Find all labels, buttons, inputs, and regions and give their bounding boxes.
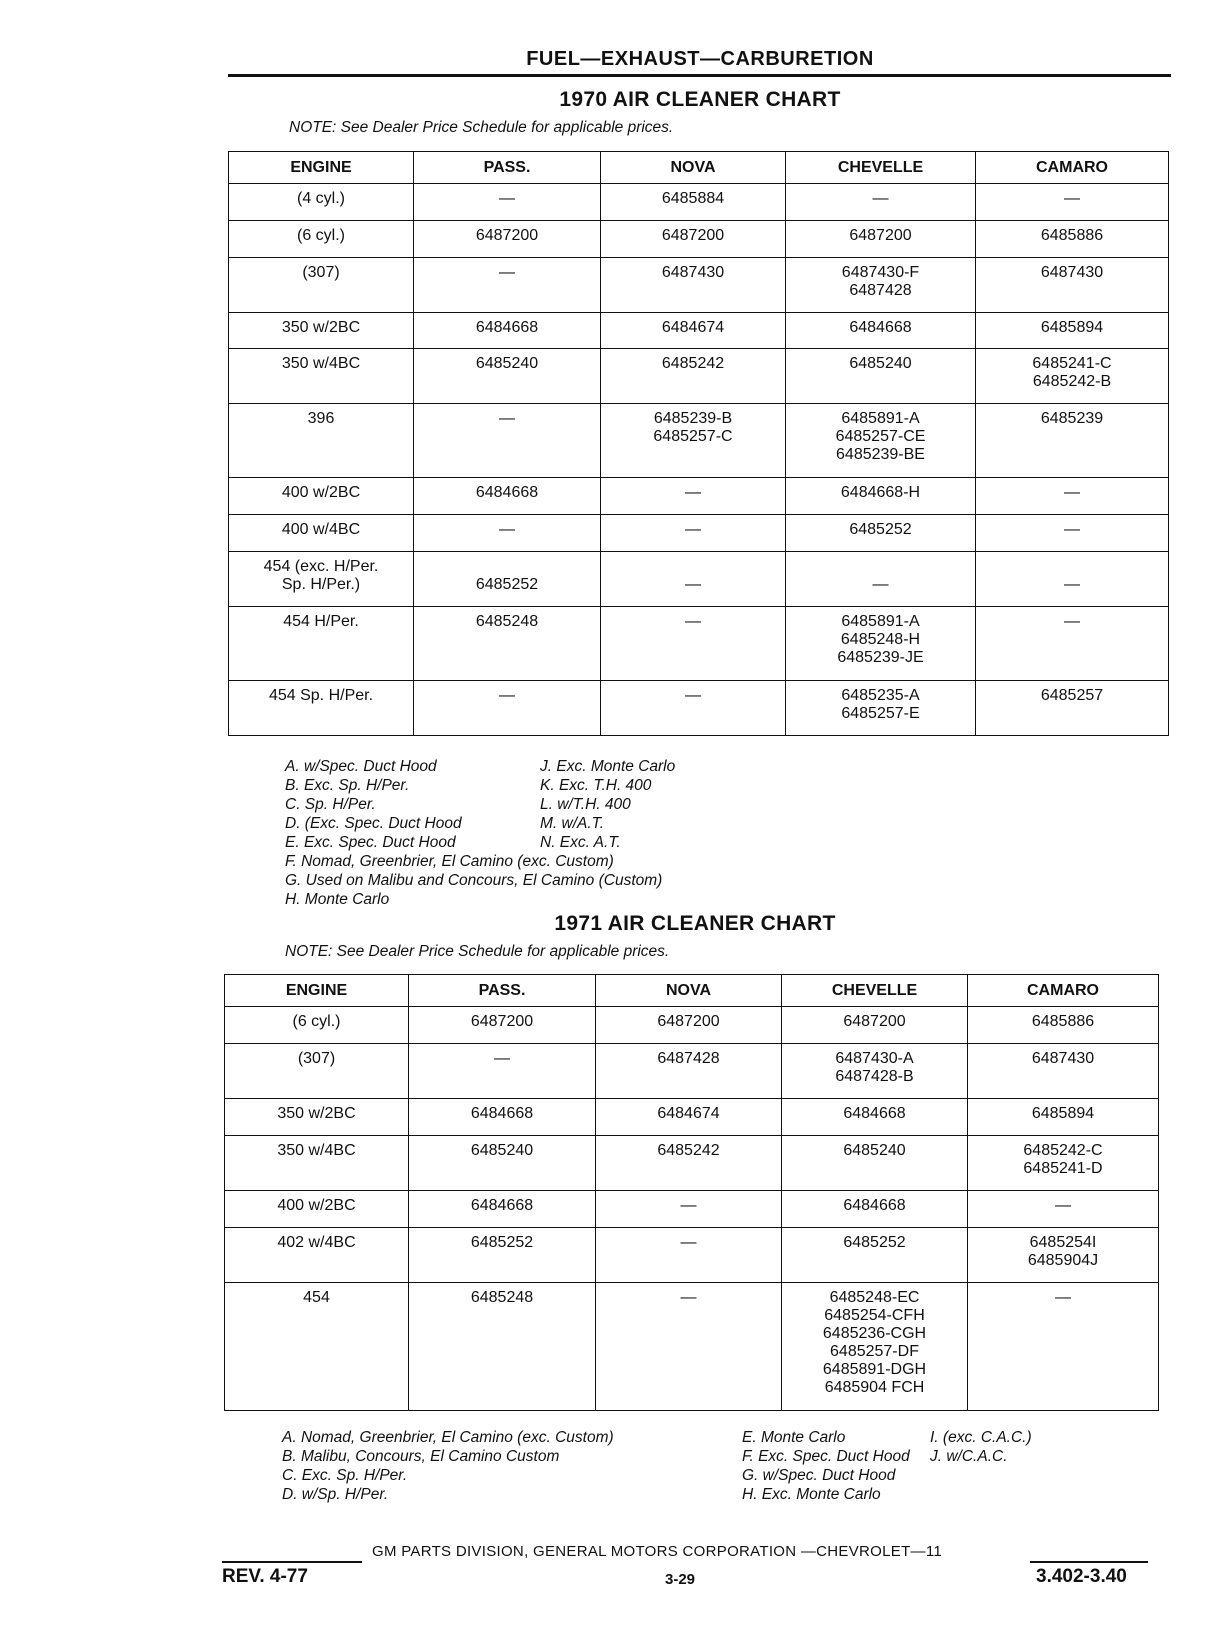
engine-cell bbox=[229, 349, 414, 404]
cell-line: 6487430 bbox=[1031, 1050, 1095, 1067]
table-row bbox=[225, 1044, 1159, 1099]
footnote: B. Exc. Sp. H/Per. bbox=[285, 777, 410, 794]
cell-line: 6485235-A bbox=[841, 687, 920, 704]
footnote-row bbox=[285, 890, 885, 909]
part-number-cell bbox=[601, 552, 786, 607]
cell-line: 6487430-A bbox=[835, 1050, 914, 1067]
footer-rule-right bbox=[1030, 1561, 1148, 1563]
chart-1971-footnotes bbox=[282, 1428, 1102, 1504]
cell-line: 454 bbox=[303, 1289, 330, 1306]
cell-line: — bbox=[1055, 1289, 1071, 1306]
cell-line: 6485891-A bbox=[841, 410, 920, 427]
chart-1970-body bbox=[229, 184, 1169, 736]
part-number-cell bbox=[414, 515, 601, 552]
cell-line: 350 w/4BC bbox=[281, 355, 361, 372]
cell-line: 6487428-B bbox=[835, 1068, 914, 1085]
footnote-row bbox=[285, 871, 885, 890]
footnote: F. Exc. Spec. Duct Hood bbox=[742, 1448, 910, 1465]
engine-cell bbox=[225, 1044, 409, 1099]
cell-line: 6484668 bbox=[475, 319, 539, 336]
cell-line: 6485254I bbox=[1029, 1234, 1097, 1251]
cell-line: 6485257-DF bbox=[830, 1343, 919, 1360]
footnote-row bbox=[285, 776, 885, 795]
table-row bbox=[225, 1228, 1159, 1283]
table-row bbox=[229, 404, 1169, 478]
cell-line: — bbox=[680, 1197, 697, 1214]
cell-line: 396 bbox=[307, 410, 335, 427]
cell-line: 6484674 bbox=[661, 319, 725, 336]
cell-line: 6485252 bbox=[470, 1234, 534, 1251]
cell-line: 350 w/2BC bbox=[277, 1105, 356, 1122]
footnote: M. w/A.T. bbox=[540, 815, 605, 832]
table-row bbox=[225, 1099, 1159, 1136]
column-header: ENGINE bbox=[225, 975, 409, 1007]
part-number-cell bbox=[786, 607, 976, 681]
part-number-cell bbox=[409, 1044, 596, 1099]
footnote: H. Exc. Monte Carlo bbox=[742, 1486, 881, 1503]
cell-line: — bbox=[499, 521, 515, 538]
chart-1971-body bbox=[225, 1007, 1159, 1411]
cell-line: 6485257-CE bbox=[835, 428, 926, 445]
part-number-cell bbox=[414, 221, 601, 258]
part-number-cell bbox=[782, 1228, 968, 1283]
cell-line: 6484668 bbox=[470, 1197, 534, 1214]
part-number-cell bbox=[414, 607, 601, 681]
footer-revision: REV. 4-77 bbox=[222, 1566, 308, 1587]
footnote-row bbox=[282, 1485, 1102, 1504]
table-row bbox=[229, 681, 1169, 736]
table-row bbox=[225, 1136, 1159, 1191]
cell-line: 402 w/4BC bbox=[277, 1234, 356, 1251]
cell-line: 6485904J bbox=[1027, 1252, 1099, 1269]
footnote: E. Exc. Spec. Duct Hood bbox=[285, 834, 456, 851]
part-number-cell bbox=[601, 515, 786, 552]
part-number-cell bbox=[601, 607, 786, 681]
cell-line: 454 (exc. H/Per. bbox=[263, 558, 379, 575]
cell-line: 454 Sp. H/Per. bbox=[268, 687, 374, 704]
cell-line: 6487428 bbox=[657, 1050, 720, 1067]
cell-line: 6487430-F bbox=[841, 264, 920, 281]
cell-line: 6484668 bbox=[475, 484, 539, 501]
engine-cell bbox=[229, 313, 414, 349]
cell-line: 6485241-D bbox=[1023, 1160, 1103, 1177]
cell-line: 6485239 bbox=[1040, 410, 1104, 427]
footnote-row bbox=[285, 814, 885, 833]
cell-line: — bbox=[685, 521, 701, 538]
cell-line: — bbox=[685, 484, 701, 501]
cell-line: 6485240 bbox=[843, 1142, 906, 1159]
part-number-cell bbox=[968, 1191, 1159, 1228]
part-number-cell bbox=[976, 607, 1169, 681]
part-number-cell bbox=[601, 258, 786, 313]
cell-line: 6484668-H bbox=[840, 484, 921, 501]
table-row bbox=[229, 515, 1169, 552]
cell-line: (6 cyl.) bbox=[297, 227, 345, 244]
cell-line: 350 w/4BC bbox=[277, 1142, 356, 1159]
cell-line: 6485241-C bbox=[1032, 355, 1112, 372]
footer-rule-left bbox=[222, 1561, 362, 1563]
engine-cell bbox=[229, 478, 414, 515]
footnote: J. w/C.A.C. bbox=[930, 1448, 1008, 1465]
header-rule bbox=[228, 74, 1171, 77]
cell-line: 6487200 bbox=[470, 1013, 534, 1030]
cell-line: 6485248-EC bbox=[829, 1289, 920, 1306]
cell-line: 6485240 bbox=[470, 1142, 534, 1159]
part-number-cell bbox=[976, 313, 1169, 349]
table-row bbox=[229, 349, 1169, 404]
cell-line: — bbox=[1064, 190, 1080, 207]
footnote: D. (Exc. Spec. Duct Hood bbox=[285, 815, 462, 832]
column-header: NOVA bbox=[601, 152, 786, 184]
part-number-cell bbox=[786, 313, 976, 349]
cell-line: 6485240 bbox=[849, 355, 912, 372]
part-number-cell bbox=[414, 184, 601, 221]
cell-line: 6484668 bbox=[849, 319, 912, 336]
footnote: A. w/Spec. Duct Hood bbox=[285, 758, 437, 775]
engine-cell bbox=[229, 552, 414, 607]
cell-line: 6485894 bbox=[1031, 1105, 1095, 1122]
cell-line: 6485239-JE bbox=[837, 649, 924, 666]
cell-line: — bbox=[680, 1234, 697, 1251]
footnote: E. Monte Carlo bbox=[742, 1429, 846, 1446]
cell-line: 6485884 bbox=[661, 190, 725, 207]
cell-line: — bbox=[1055, 1197, 1071, 1214]
footnote: N. Exc. A.T. bbox=[540, 834, 621, 851]
cell-line: 6485239-BE bbox=[836, 446, 925, 463]
part-number-cell bbox=[414, 404, 601, 478]
footnote-row bbox=[282, 1447, 1102, 1466]
column-header: PASS. bbox=[414, 152, 601, 184]
cell-line: 6485252 bbox=[475, 576, 539, 593]
part-number-cell bbox=[968, 1099, 1159, 1136]
footnote: H. Monte Carlo bbox=[285, 891, 390, 908]
part-number-cell bbox=[968, 1007, 1159, 1044]
part-number-cell bbox=[786, 478, 976, 515]
column-header: CAMARO bbox=[968, 975, 1159, 1007]
part-number-cell bbox=[968, 1044, 1159, 1099]
cell-line: 6485254-CFH bbox=[824, 1307, 925, 1324]
part-number-cell bbox=[414, 349, 601, 404]
part-number-cell bbox=[601, 681, 786, 736]
footnote: G. Used on Malibu and Concours, El Camino (Custom) bbox=[285, 872, 663, 889]
column-header: ENGINE bbox=[229, 152, 414, 184]
engine-cell bbox=[229, 258, 414, 313]
engine-cell bbox=[225, 1136, 409, 1191]
cell-line: — bbox=[499, 264, 515, 281]
engine-cell bbox=[225, 1228, 409, 1283]
part-number-cell bbox=[601, 313, 786, 349]
footnote: D. w/Sp. H/Per. bbox=[282, 1486, 389, 1503]
engine-cell bbox=[229, 515, 414, 552]
part-number-cell bbox=[409, 1283, 596, 1411]
part-number-cell bbox=[596, 1191, 782, 1228]
cell-line: (307) bbox=[297, 1050, 336, 1067]
footnote: B. Malibu, Concours, El Camino Custom bbox=[282, 1448, 560, 1465]
part-number-cell bbox=[414, 478, 601, 515]
cell-line bbox=[605, 558, 781, 576]
footnote: C. Exc. Sp. H/Per. bbox=[282, 1467, 408, 1484]
chart-1970-table bbox=[228, 151, 1169, 736]
cell-line: 6485886 bbox=[1031, 1013, 1095, 1030]
part-number-cell bbox=[976, 515, 1169, 552]
part-number-cell bbox=[786, 184, 976, 221]
footnote-row bbox=[285, 833, 885, 852]
part-number-cell bbox=[976, 478, 1169, 515]
cell-line: 350 w/2BC bbox=[281, 319, 361, 336]
footnote: C. Sp. H/Per. bbox=[285, 796, 376, 813]
part-number-cell bbox=[782, 1007, 968, 1044]
table-row bbox=[225, 1007, 1159, 1044]
footer-group-code: 3.402-3.40 bbox=[1036, 1566, 1127, 1587]
part-number-cell bbox=[976, 404, 1169, 478]
column-header: CHEVELLE bbox=[782, 975, 968, 1007]
part-number-cell bbox=[409, 1007, 596, 1044]
cell-line: 6487428 bbox=[849, 282, 912, 299]
cell-line bbox=[790, 558, 971, 576]
chart-1971-header-row bbox=[225, 975, 1159, 1007]
chart-1970-header-row bbox=[229, 152, 1169, 184]
chart-1971-note: NOTE: See Dealer Price Schedule for applicable prices. bbox=[285, 943, 670, 960]
part-number-cell bbox=[409, 1228, 596, 1283]
part-number-cell bbox=[968, 1228, 1159, 1283]
chart-1971-title: 1971 AIR CLEANER CHART bbox=[554, 912, 836, 935]
part-number-cell bbox=[409, 1099, 596, 1136]
chart-1970-note: NOTE: See Dealer Price Schedule for applicable prices. bbox=[289, 119, 674, 136]
engine-cell bbox=[229, 607, 414, 681]
cell-line: — bbox=[499, 190, 515, 207]
part-number-cell bbox=[786, 258, 976, 313]
part-number-cell bbox=[976, 349, 1169, 404]
cell-line: 6485248 bbox=[475, 613, 539, 630]
part-number-cell bbox=[601, 349, 786, 404]
cell-line: (307) bbox=[302, 264, 340, 281]
cell-line: (4 cyl.) bbox=[297, 190, 345, 207]
cell-line: 6485252 bbox=[843, 1234, 906, 1251]
engine-cell bbox=[229, 184, 414, 221]
footer-publisher: GM PARTS DIVISION, GENERAL MOTORS CORPORATION —CHEVROLET—11 bbox=[372, 1543, 943, 1560]
cell-line: 454 H/Per. bbox=[283, 613, 359, 630]
cell-line: 6485886 bbox=[1040, 227, 1104, 244]
cell-line: — bbox=[1064, 484, 1080, 501]
cell-line: 6487430 bbox=[1040, 264, 1104, 281]
footnote-row bbox=[285, 795, 885, 814]
part-number-cell bbox=[786, 681, 976, 736]
engine-cell bbox=[229, 681, 414, 736]
table-row bbox=[229, 313, 1169, 349]
part-number-cell bbox=[976, 258, 1169, 313]
footnote: G. w/Spec. Duct Hood bbox=[742, 1467, 896, 1484]
cell-line: — bbox=[1064, 521, 1080, 538]
cell-line: 6485242 bbox=[661, 355, 725, 372]
cell-line: 6485257-E bbox=[841, 705, 920, 722]
part-number-cell bbox=[596, 1044, 782, 1099]
part-number-cell bbox=[601, 221, 786, 258]
cell-line: — bbox=[685, 687, 701, 704]
part-number-cell bbox=[976, 681, 1169, 736]
table-row bbox=[229, 221, 1169, 258]
cell-line: 6487200 bbox=[849, 227, 912, 244]
footnote-row bbox=[285, 852, 885, 871]
cell-line: — bbox=[499, 410, 515, 427]
column-header: CHEVELLE bbox=[786, 152, 976, 184]
cell-line: 400 w/4BC bbox=[281, 521, 361, 538]
cell-line: 6485904 FCH bbox=[824, 1379, 925, 1396]
part-number-cell bbox=[782, 1283, 968, 1411]
engine-cell bbox=[225, 1007, 409, 1044]
chart-1970-title: 1970 AIR CLEANER CHART bbox=[559, 88, 841, 111]
part-number-cell bbox=[968, 1136, 1159, 1191]
cell-line: 6484674 bbox=[657, 1105, 720, 1122]
cell-line bbox=[980, 558, 1164, 576]
cell-line: 6487200 bbox=[657, 1013, 720, 1030]
footnote: A. Nomad, Greenbrier, El Camino (exc. Custom) bbox=[282, 1429, 614, 1446]
part-number-cell bbox=[414, 552, 601, 607]
table-row bbox=[229, 184, 1169, 221]
cell-line: — bbox=[685, 576, 701, 593]
cell-line: 6485248 bbox=[470, 1289, 534, 1306]
table-row bbox=[229, 258, 1169, 313]
chart-1971-table bbox=[224, 974, 1159, 1411]
footnote: L. w/T.H. 400 bbox=[540, 796, 631, 813]
part-number-cell bbox=[976, 184, 1169, 221]
part-number-cell bbox=[968, 1283, 1159, 1411]
part-number-cell bbox=[782, 1099, 968, 1136]
cell-line: 6484668 bbox=[470, 1105, 534, 1122]
part-number-cell bbox=[786, 552, 976, 607]
cell-line: 6487200 bbox=[661, 227, 725, 244]
cell-line: 6485239-B bbox=[653, 410, 733, 427]
part-number-cell bbox=[414, 258, 601, 313]
part-number-cell bbox=[596, 1007, 782, 1044]
part-number-cell bbox=[601, 478, 786, 515]
chart-1970-footnotes bbox=[285, 757, 885, 909]
cell-line: 400 w/2BC bbox=[277, 1197, 356, 1214]
engine-cell bbox=[225, 1099, 409, 1136]
cell-line: 6485891-DGH bbox=[822, 1361, 927, 1378]
cell-line: Sp. H/Per.) bbox=[281, 576, 361, 593]
footnote: J. Exc. Monte Carlo bbox=[540, 758, 676, 775]
table-row bbox=[225, 1191, 1159, 1228]
footnote-row bbox=[285, 757, 885, 776]
cell-line: — bbox=[872, 190, 889, 207]
footnote-row bbox=[282, 1466, 1102, 1485]
part-number-cell bbox=[786, 515, 976, 552]
cell-line: — bbox=[1064, 576, 1080, 593]
part-number-cell bbox=[601, 184, 786, 221]
part-number-cell bbox=[786, 221, 976, 258]
cell-line: — bbox=[499, 687, 515, 704]
part-number-cell bbox=[786, 349, 976, 404]
table-row bbox=[229, 478, 1169, 515]
part-number-cell bbox=[409, 1136, 596, 1191]
cell-line: — bbox=[680, 1289, 697, 1306]
part-number-cell bbox=[786, 404, 976, 478]
cell-line: — bbox=[494, 1050, 510, 1067]
part-number-cell bbox=[782, 1191, 968, 1228]
part-number-cell bbox=[976, 221, 1169, 258]
cell-line: 6485894 bbox=[1040, 319, 1104, 336]
cell-line: (6 cyl.) bbox=[292, 1013, 341, 1030]
cell-line bbox=[418, 558, 596, 576]
part-number-cell bbox=[976, 552, 1169, 607]
cell-line: — bbox=[872, 576, 889, 593]
cell-line: 6485242-C bbox=[1023, 1142, 1103, 1159]
engine-cell bbox=[229, 221, 414, 258]
part-number-cell bbox=[596, 1136, 782, 1191]
column-header: PASS. bbox=[409, 975, 596, 1007]
section-title: FUEL—EXHAUST—CARBURETION bbox=[526, 48, 874, 70]
table-row bbox=[229, 552, 1169, 607]
cell-line: 6485891-A bbox=[841, 613, 920, 630]
part-number-cell bbox=[782, 1136, 968, 1191]
engine-cell bbox=[229, 404, 414, 478]
part-number-cell bbox=[596, 1228, 782, 1283]
footnote: F. Nomad, Greenbrier, El Camino (exc. Custom) bbox=[285, 853, 614, 870]
cell-line: 6487200 bbox=[475, 227, 539, 244]
cell-line: 6485242-B bbox=[1032, 373, 1112, 390]
footer-page-number: 3-29 bbox=[665, 1571, 696, 1588]
cell-line: 6485236-CGH bbox=[822, 1325, 927, 1342]
cell-line: 6485242 bbox=[657, 1142, 720, 1159]
part-number-cell bbox=[414, 313, 601, 349]
part-number-cell bbox=[409, 1191, 596, 1228]
cell-line: — bbox=[1064, 613, 1080, 630]
column-header: NOVA bbox=[596, 975, 782, 1007]
cell-line: 6487200 bbox=[843, 1013, 906, 1030]
footnote: I. (exc. C.A.C.) bbox=[930, 1429, 1032, 1446]
cell-line: 6487430 bbox=[661, 264, 725, 281]
part-number-cell bbox=[601, 404, 786, 478]
column-header: CAMARO bbox=[976, 152, 1169, 184]
footnote-row bbox=[282, 1428, 1102, 1447]
part-number-cell bbox=[414, 681, 601, 736]
part-number-cell bbox=[782, 1044, 968, 1099]
cell-line: 6485240 bbox=[475, 355, 539, 372]
cell-line: 6485252 bbox=[849, 521, 912, 538]
part-number-cell bbox=[596, 1283, 782, 1411]
engine-cell bbox=[225, 1283, 409, 1411]
table-row bbox=[225, 1283, 1159, 1411]
cell-line: 6485257-C bbox=[653, 428, 733, 445]
cell-line: 6485257 bbox=[1040, 687, 1104, 704]
part-number-cell bbox=[596, 1099, 782, 1136]
cell-line: 6485248-H bbox=[840, 631, 921, 648]
cell-line: 6484668 bbox=[843, 1197, 906, 1214]
cell-line: — bbox=[685, 613, 701, 630]
engine-cell bbox=[225, 1191, 409, 1228]
table-row bbox=[229, 607, 1169, 681]
footnote: K. Exc. T.H. 400 bbox=[540, 777, 652, 794]
cell-line: 400 w/2BC bbox=[281, 484, 361, 501]
cell-line: 6484668 bbox=[843, 1105, 906, 1122]
